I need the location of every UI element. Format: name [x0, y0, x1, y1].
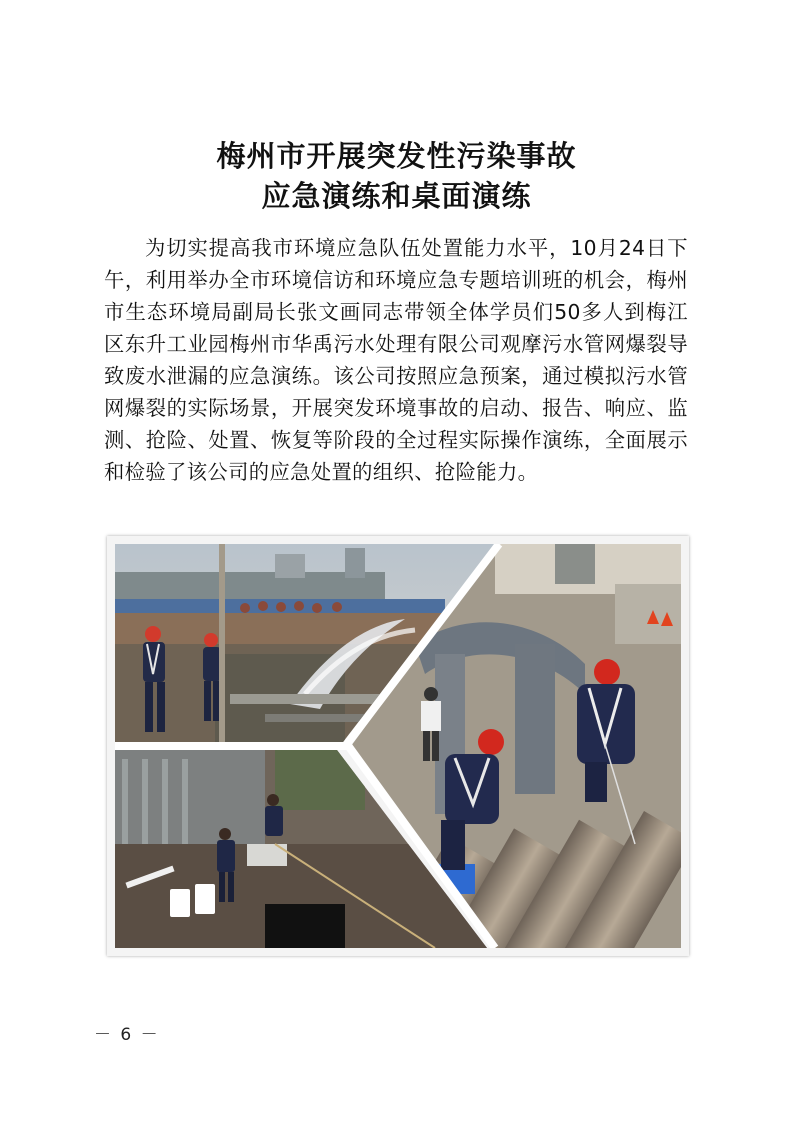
page-number: － 6 －: [94, 1025, 160, 1045]
title-line-1: 梅州市开展突发性污染事故: [216, 139, 577, 173]
photo-collage: [107, 536, 689, 956]
document-title: [0, 136, 793, 216]
body-paragraph: 为切实提高我市环境应急队伍处置能力水平，10月24日下午，利用举办全市环境信访和环境应急专题培训班的机会，梅州市生态环境局副局长张文画同志带领全体学员们50多人到梅江区东升工业园梅州市华禹污水处理有限公司观摩污水管网爆裂导致废水泄漏的应急演练。该公司按照应急预案，通过模拟污水管网爆裂的实际场景，开展突发环境事故的启动、报告、响应、监测、抢险、处置、恢复等阶段的全过程实际操作演练，全面展示和检验了该公司的应急处置的组织、抢险能力。: [104, 236, 688, 484]
title-line-2: 应急演练和桌面演练: [261, 179, 532, 213]
